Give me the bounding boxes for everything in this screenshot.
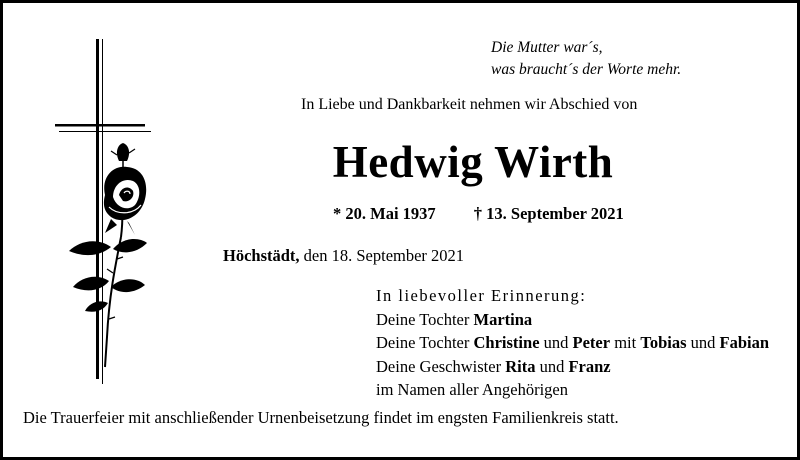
quote-line-2: was braucht´s der Worte mehr. bbox=[491, 61, 682, 78]
mourner-name: Christine bbox=[473, 333, 540, 352]
relation-label: Deine Tochter bbox=[376, 333, 470, 352]
mourner-name: Franz bbox=[568, 356, 611, 376]
mourner-name: Martina bbox=[473, 309, 533, 329]
mourner-line-2 bbox=[376, 331, 776, 355]
mourner-name: Peter bbox=[572, 333, 611, 352]
mourners-block bbox=[376, 284, 776, 402]
birth-date: * 20. Mai 1937 bbox=[333, 204, 436, 223]
conjunction: und bbox=[690, 333, 716, 352]
mourner-name: Fabian bbox=[719, 333, 770, 352]
funeral-note: Die Trauerfeier mit anschließender Urnenbeisetzung findet im engsten Familienkreis statt. bbox=[23, 408, 619, 427]
life-dates bbox=[333, 203, 624, 225]
date: den 18. September 2021 bbox=[303, 246, 465, 265]
mourner-line-4: im Namen aller Angehörigen bbox=[376, 380, 568, 399]
mourner-name: Rita bbox=[505, 356, 536, 376]
place-and-date bbox=[223, 245, 464, 267]
relation-label: Deine Geschwister bbox=[376, 356, 502, 376]
mourner-name: Tobias bbox=[640, 333, 687, 352]
relation-label: Deine Tochter bbox=[376, 309, 470, 329]
conjunction: und bbox=[543, 333, 569, 352]
mourners-heading: In liebevoller Erinnerung: bbox=[376, 286, 587, 305]
intro-text: In Liebe und Dankbarkeit nehmen wir Abschied von bbox=[301, 96, 638, 113]
deceased-name: Hedwig Wirth bbox=[332, 137, 614, 187]
quote-line-1: Die Mutter war´s, bbox=[491, 39, 603, 56]
place: Höchstädt, bbox=[223, 246, 300, 265]
quote bbox=[491, 37, 751, 81]
mourner-line-3 bbox=[376, 355, 776, 379]
death-date: † 13. September 2021 bbox=[473, 204, 624, 223]
conjunction: mit bbox=[614, 333, 637, 352]
cross-with-rose-icon bbox=[51, 37, 161, 387]
mourner-line-1 bbox=[376, 308, 776, 332]
conjunction: und bbox=[539, 356, 565, 376]
